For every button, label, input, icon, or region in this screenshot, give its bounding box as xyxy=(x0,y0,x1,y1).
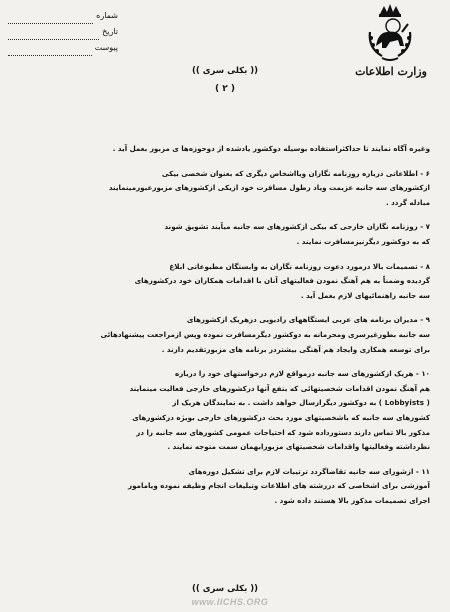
letterhead-fields xyxy=(8,8,118,56)
ministry-name: وزارت اطلاعات xyxy=(355,65,427,78)
paragraph-intro xyxy=(16,142,430,157)
paragraph-9 xyxy=(16,313,430,357)
date-label: تاریخ xyxy=(102,27,118,36)
attachment-label: پیوست xyxy=(94,43,118,52)
document-body xyxy=(16,142,430,518)
text-line: مذکور بالا تماس دارند دستورداده شود که احتیاجات عمومی کشورهای سه جانبه را در xyxy=(136,427,430,437)
text-line: ۱۰ - هریک ازکشورهای سه جانبه درمواقع لازم درخواستهای خود را درباره xyxy=(175,369,430,379)
attachment-field xyxy=(8,40,118,56)
text-line: ۶ - اطلاعاتی درباره روزنامه نگاران ویااشخاص دیگری که بعنوان شخصی بیکی xyxy=(161,168,430,178)
paragraph-10 xyxy=(16,367,430,455)
text-line: که به دوکشور دیگرنیزمسافرت نمایند . xyxy=(296,236,430,246)
text-line: ۱۱ - ازشورای سه جانبه تقاضاگردد ترتیبات لازم برای تشکیل دوره‌های xyxy=(188,466,430,476)
text-line: گردیده وضمناً به هم آهنگ نمودن فعالیتهای آنان با اقدامات همکاران خود درکشورهای xyxy=(134,276,430,286)
classification-bottom: (( بکلی سری )) xyxy=(191,584,259,594)
text-line: مبادله گردد . xyxy=(385,197,430,207)
paragraph-11 xyxy=(16,465,430,509)
text-line: نظرداشته وفعالیتها واقدامات شخصیتهای مزبورابهمان سمت متوجه نمایند . xyxy=(167,442,430,452)
text-line: سه جانبه راهنمائیهای لازم بعمل آید . xyxy=(300,290,430,300)
number-label: شماره xyxy=(96,11,118,20)
text-line: اجرای تصمیمات مذکور بالا هستند داده شود . xyxy=(274,495,430,505)
watermark: www.IICHS.ORG xyxy=(191,597,269,607)
paragraph-6 xyxy=(16,167,430,211)
lion-and-sun-emblem-icon xyxy=(360,2,420,64)
classification-top: (( بکلی سری )) xyxy=(191,66,259,76)
text-line: آموزشی برای اشخاصی که دررشته های اطلاعات وتبلیغات انجام وظیفه نموده ویامامور xyxy=(128,481,430,491)
date-field xyxy=(8,24,118,40)
text-line: ( Lobbyists ) به دوکشور دیگرارسال خواهد داشت . به نمایندگان هریک از xyxy=(172,398,430,408)
text-line: هم آهنگ نمودن اقدامات شخصیتهائی که بنفع آنها درکشورهای خارجی فعالیت مینمایند xyxy=(129,383,430,393)
text-line: ۹ - مدیران برنامه های عربی ایستگاههای رادیویی درهریک ازکشورهای xyxy=(186,315,430,325)
number-field xyxy=(8,8,118,24)
page-number: ( ۲ ) xyxy=(215,84,235,94)
paragraph-8 xyxy=(16,260,430,304)
text-line: ۷ - روزنامه نگاران خارجی که بیکی ازکشورهای سه جانبه میآیند تشویق شوند xyxy=(164,222,430,232)
text-line: ۸ - تصمیمات بالا درمورد دعوت روزنامه نگاران به وابستگان مطبوعاتی ابلاغ xyxy=(169,261,430,271)
text-line: برای توسعه همکاری وایجاد هم آهنگی بیشتردر برنامه های مزبورتقدیم دارند . xyxy=(161,344,430,354)
text-line: ازکشورهای سه جانبه عزیمت ویاد رطول مسافرت خود ازیکی ازکشورهای مزبورعبورمینمایند xyxy=(108,183,430,193)
paragraph-7 xyxy=(16,220,430,249)
text-line: کشورهای سه جانبه که باشخصیتهای مورد بحث درکشورهای خارجی بویژه درکشورهای xyxy=(132,412,430,422)
text-line: وغیره آگاه نمایند تا حداکثراستفاده بوسیله دوکشور یادشده از دوحوزه‌ها ی مزبور بعمل آید . xyxy=(112,144,430,153)
text-line: سه جانبه بطورغیرسری ومحرمانه به دوکشور دیگرمسافرت نموده وپس ازمراجعت پیشنهادهائی xyxy=(100,329,430,339)
